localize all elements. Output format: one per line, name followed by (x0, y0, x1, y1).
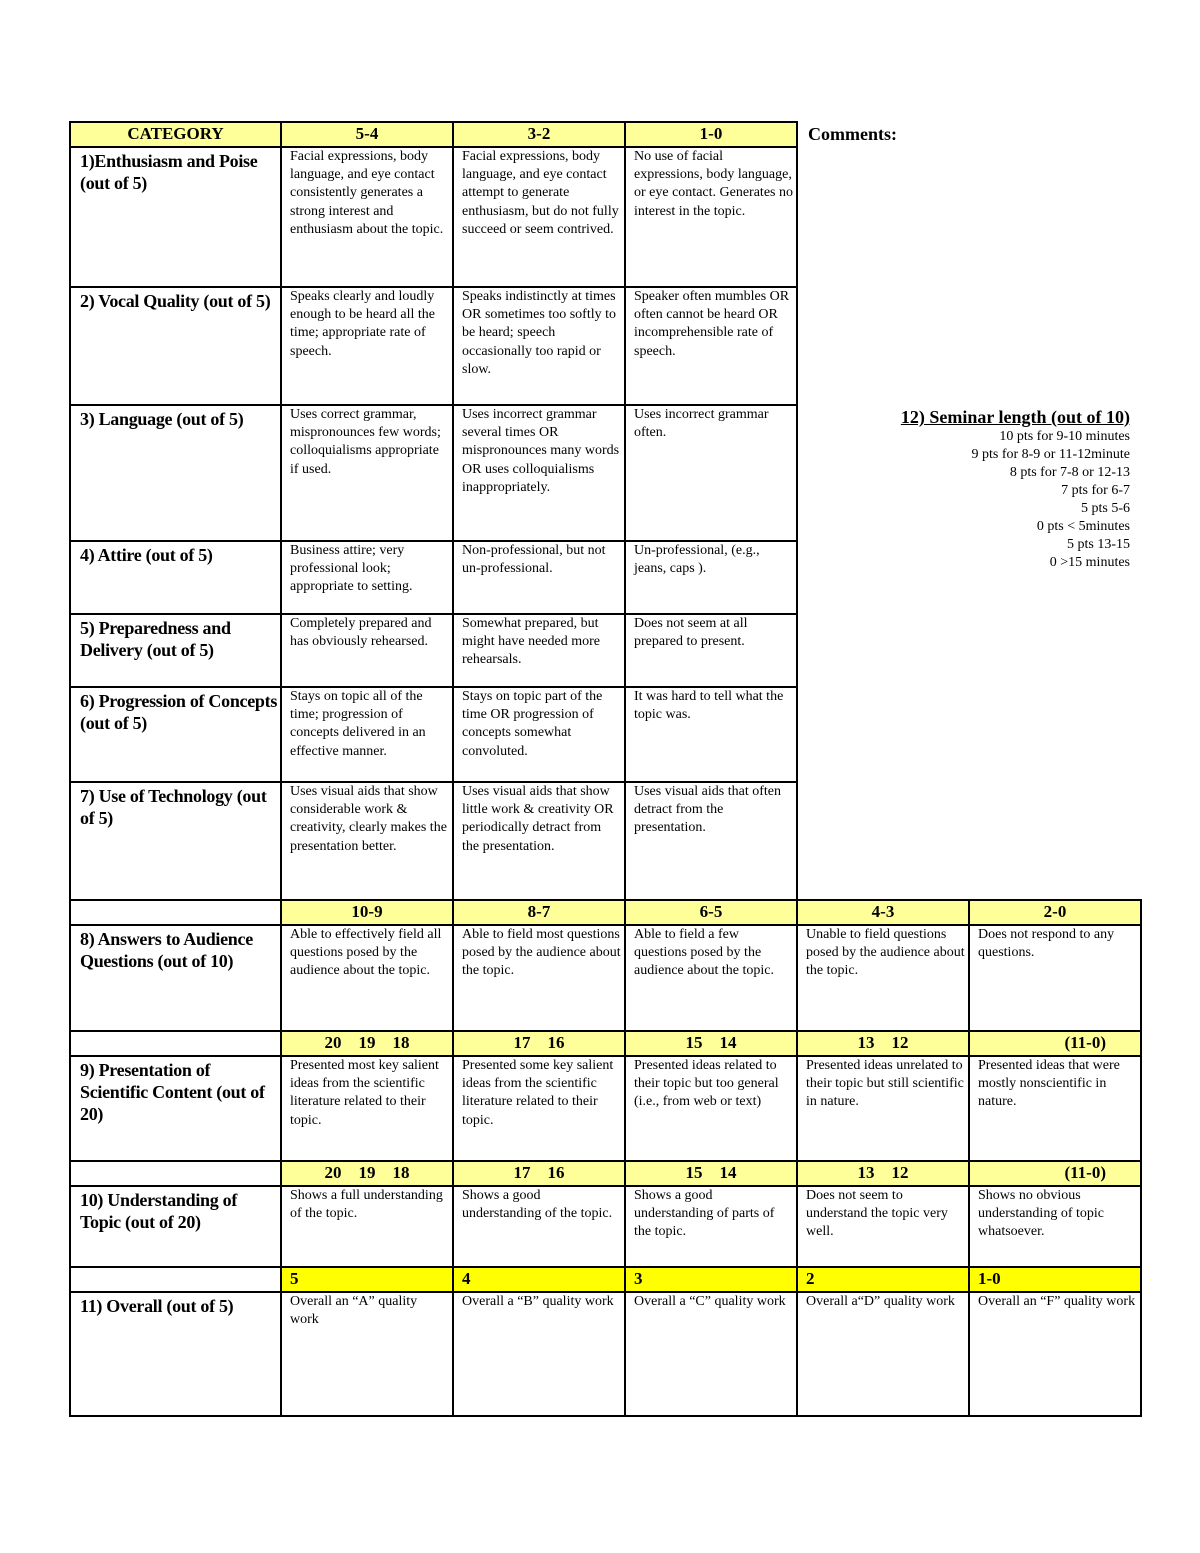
row-cell: Completely prepared and has obviously rehearsed. (280, 613, 454, 688)
category-header: CATEGORY (69, 121, 282, 148)
score-header: 4-3 (796, 899, 970, 926)
row-cell: Overall an “F” quality work (968, 1291, 1142, 1417)
seminar-length-line: 0 >15 minutes (1049, 555, 1130, 570)
row-cell: It was hard to tell what the topic was. (624, 686, 798, 783)
score-header: 3-2 (452, 121, 626, 148)
score-header: 15 14 (624, 1030, 798, 1057)
row-cell: Uses visual aids that show considerable work & creativity, clearly makes the presentation better. (280, 781, 454, 901)
seminar-length-line: 10 pts for 9-10 minutes (999, 429, 1130, 444)
row-cell: Speaks indistinctly at times OR sometimes too softly to be heard; speech occasionally too rapid or slow. (452, 286, 626, 406)
score-header: 17 16 (452, 1030, 626, 1057)
row-cell: Presented ideas that were mostly nonscientific in nature. (968, 1055, 1142, 1162)
score-header: 20 19 18 (280, 1160, 454, 1187)
seminar-length-line: 0 pts < 5minutes (1036, 519, 1130, 534)
row-category: 3) Language (out of 5) (69, 404, 282, 542)
score-header: 20 19 18 (280, 1030, 454, 1057)
row-cell: Does not seem at all prepared to present. (624, 613, 798, 688)
row-category: 5) Preparedness and Delivery (out of 5) (69, 613, 282, 688)
row-cell: Uses visual aids that show little work & creativity OR periodically detract from the presentation. (452, 781, 626, 901)
score-header: 5-4 (280, 121, 454, 148)
row-cell: Able to field a few questions posed by the audience about the topic. (624, 924, 798, 1032)
seminar-length-line: 5 pts 13-15 (1067, 537, 1130, 552)
score-header: 8-7 (452, 899, 626, 926)
row-cell: Somewhat prepared, but might have needed more rehearsals. (452, 613, 626, 688)
row-cell: Non-professional, but not un-professional. (452, 540, 626, 615)
score-header: 5 (280, 1266, 454, 1293)
row-cell: Uses incorrect grammar several times OR mispronounces many words OR uses colloquialisms inappropriately. (452, 404, 626, 542)
score-header: 4 (452, 1266, 626, 1293)
row-cell: Shows a full understanding of the topic. (280, 1185, 454, 1268)
row-cell: Facial expressions, body language, and eye contact attempt to generate enthusiasm, but do not fully succeed or seem contrived. (452, 146, 626, 288)
row-category: 7) Use of Technology (out of 5) (69, 781, 282, 901)
row-cell: Stays on topic part of the time OR progression of concepts somewhat convoluted. (452, 686, 626, 783)
row-category: 9) Presentation of Scientific Content (out of 20) (69, 1055, 282, 1162)
score-header: 2-0 (968, 899, 1142, 926)
score-header: 13 12 (796, 1030, 970, 1057)
row-cell: Facial expressions, body language, and eye contact consistently generates a strong interest and enthusiasm about the topic. (280, 146, 454, 288)
row-cell: Speaks clearly and loudly enough to be heard all the time; appropriate rate of speech. (280, 286, 454, 406)
header-spacer (69, 1160, 282, 1187)
score-header: (11-0) (968, 1030, 1142, 1057)
row-cell: No use of facial expressions, body language, or eye contact. Generates no interest in the topic. (624, 146, 798, 288)
row-cell: Speaker often mumbles OR often cannot be heard OR incomprehensible rate of speech. (624, 286, 798, 406)
row-category: 8) Answers to Audience Questions (out of 10) (69, 924, 282, 1032)
score-header: 10-9 (280, 899, 454, 926)
row-cell: Shows a good understanding of the topic. (452, 1185, 626, 1268)
score-header: 15 14 (624, 1160, 798, 1187)
row-cell: Presented ideas unrelated to their topic but still scientific in nature. (796, 1055, 970, 1162)
seminar-length-line: 5 pts 5-6 (1081, 501, 1130, 516)
row-cell: Does not respond to any questions. (968, 924, 1142, 1032)
row-cell: Shows a good understanding of parts of the topic. (624, 1185, 798, 1268)
row-cell: Uses incorrect grammar often. (624, 404, 798, 542)
seminar-length-title: 12) Seminar length (out of 10) (900, 407, 1130, 427)
row-category: 6) Progression of Concepts (out of 5) (69, 686, 282, 783)
row-cell: Does not seem to understand the topic very well. (796, 1185, 970, 1268)
row-cell: Overall an “A” quality work (280, 1291, 454, 1417)
row-category: 10) Understanding of Topic (out of 20) (69, 1185, 282, 1268)
row-cell: Presented some key salient ideas from the scientific literature related to their topic. (452, 1055, 626, 1162)
row-cell: Unable to field questions posed by the audience about the topic. (796, 924, 970, 1032)
comments-label: Comments: (808, 124, 897, 144)
row-cell: Uses visual aids that often detract from the presentation. (624, 781, 798, 901)
row-cell: Presented ideas related to their topic but too general (i.e., from web or text) (624, 1055, 798, 1162)
row-cell: Able to field most questions posed by the audience about the topic. (452, 924, 626, 1032)
row-cell: Overall a“D” quality work (796, 1291, 970, 1417)
header-spacer (69, 1030, 282, 1057)
score-header: 13 12 (796, 1160, 970, 1187)
score-header: 1-0 (968, 1266, 1142, 1293)
seminar-length-line: 9 pts for 8-9 or 11-12minute (971, 447, 1130, 462)
row-category: 2) Vocal Quality (out of 5) (69, 286, 282, 406)
row-category: 11) Overall (out of 5) (69, 1291, 282, 1417)
score-header: 1-0 (624, 121, 798, 148)
row-cell: Shows no obvious understanding of topic whatsoever. (968, 1185, 1142, 1268)
row-category: 1)Enthusiasm and Poise (out of 5) (69, 146, 282, 288)
row-cell: Uses correct grammar, mispronounces few words; colloquialisms appropriate if used. (280, 404, 454, 542)
row-cell: Stays on topic all of the time; progression of concepts delivered in an effective manner. (280, 686, 454, 783)
row-cell: Business attire; very professional look; appropriate to setting. (280, 540, 454, 615)
score-header: 3 (624, 1266, 798, 1293)
score-header: 2 (796, 1266, 970, 1293)
seminar-length-line: 8 pts for 7-8 or 12-13 (1009, 465, 1130, 480)
score-header: (11-0) (968, 1160, 1142, 1187)
row-cell: Overall a “C” quality work (624, 1291, 798, 1417)
row-cell: Able to effectively field all questions posed by the audience about the topic. (280, 924, 454, 1032)
seminar-length-block (790, 406, 1130, 572)
header-spacer (69, 899, 282, 926)
score-header: 17 16 (452, 1160, 626, 1187)
row-cell: Overall a “B” quality work (452, 1291, 626, 1417)
row-cell: Un-professional, (e.g., jeans, caps ). (624, 540, 798, 615)
seminar-length-line: 7 pts for 6-7 (1061, 483, 1130, 498)
row-category: 4) Attire (out of 5) (69, 540, 282, 615)
row-cell: Presented most key salient ideas from the scientific literature related to their topic. (280, 1055, 454, 1162)
header-spacer (69, 1266, 282, 1293)
score-header: 6-5 (624, 899, 798, 926)
